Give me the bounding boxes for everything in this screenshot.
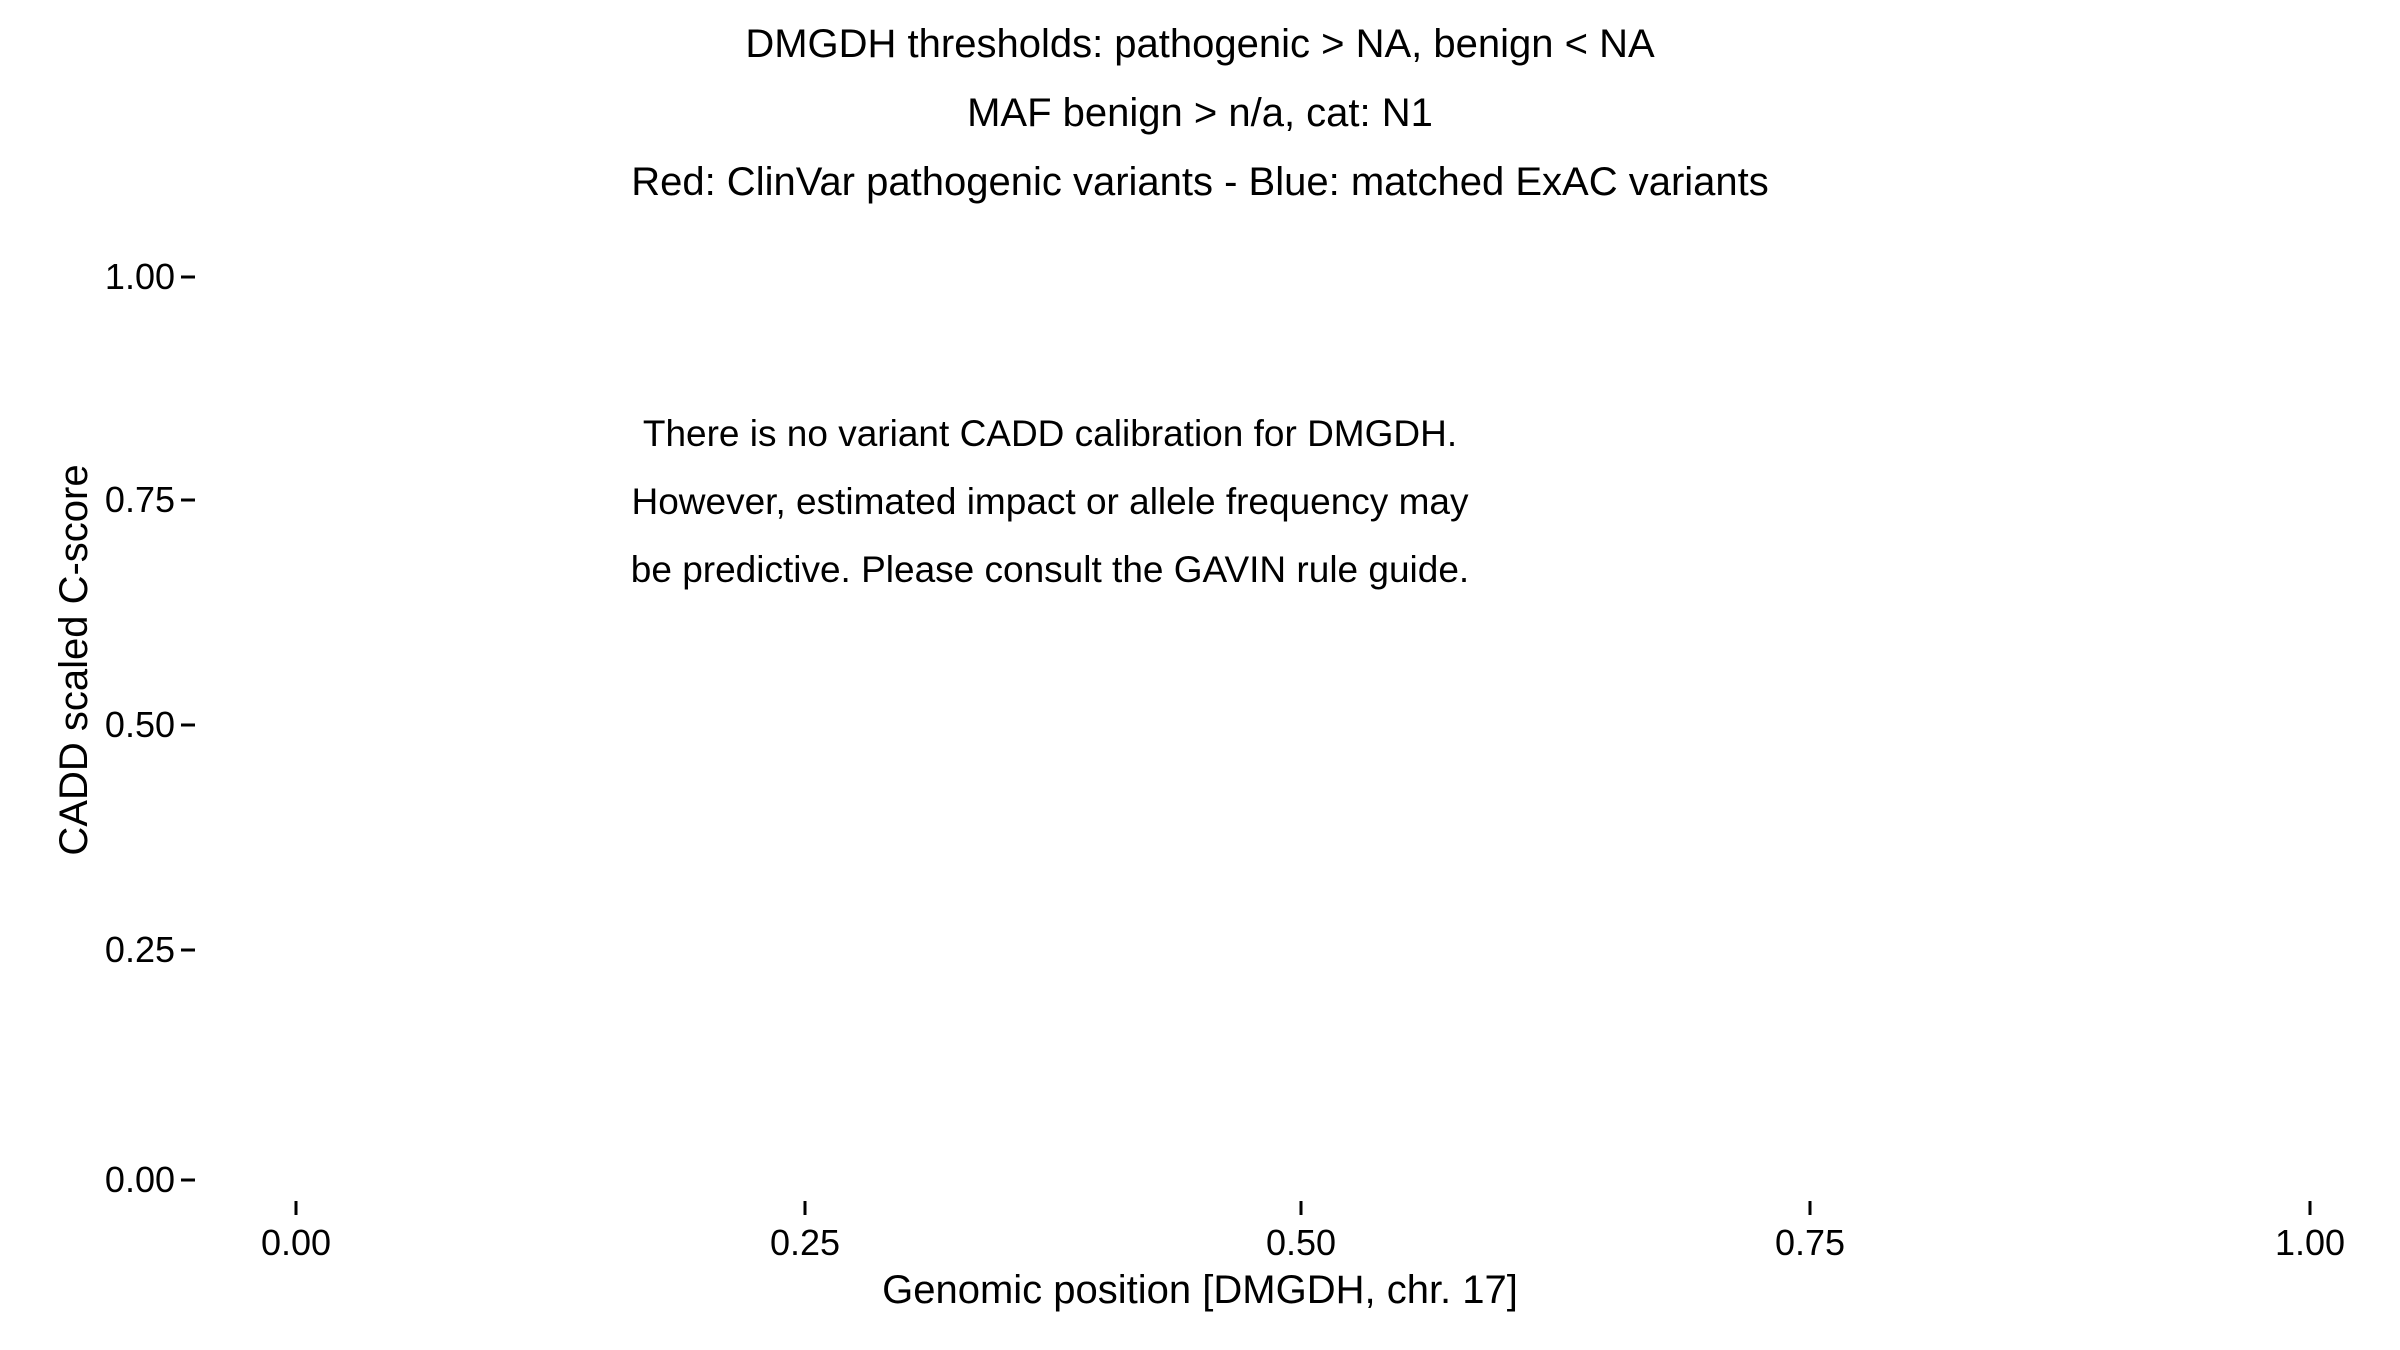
- y-axis-label: CADD scaled C-score: [52, 464, 96, 856]
- y-tick-label-0.75: 0.75: [104, 479, 175, 520]
- plot-annotation-line-2: However, estimated impact or allele frequency may: [631, 481, 1469, 522]
- plot-annotation: [300, 400, 1800, 604]
- y-tick-label-0.00: 0.00: [104, 1159, 175, 1200]
- x-tick-label-0.00: 0.00: [260, 1222, 332, 1263]
- x-tick-mark-0.50: [1300, 1201, 1303, 1215]
- y-tick-mark-0.00: [181, 1179, 195, 1182]
- x-tick-mark-0.75: [1809, 1201, 1812, 1215]
- x-tick-mark-0.25: [804, 1201, 807, 1215]
- y-tick-label-0.50: 0.50: [104, 704, 175, 745]
- x-tick-label-0.25: 0.25: [769, 1222, 841, 1263]
- y-tick-mark-0.25: [181, 949, 195, 952]
- x-tick-label-1.00: 1.00: [2274, 1222, 2346, 1263]
- chart-title: [0, 10, 2400, 217]
- plot-annotation-line-3: be predictive. Please consult the GAVIN rule guide.: [630, 549, 1470, 590]
- y-tick-mark-0.75: [181, 499, 195, 502]
- x-axis-label: Genomic position [DMGDH, chr. 17]: [882, 1268, 1518, 1312]
- chart-title-line-2: MAF benign > n/a, cat: N1: [967, 91, 1433, 135]
- chart-title-line-1: DMGDH thresholds: pathogenic > NA, benign < NA: [745, 22, 1655, 66]
- y-tick-label-0.25: 0.25: [104, 929, 175, 970]
- y-tick-mark-0.50: [181, 724, 195, 727]
- chart-title-line-3: Red: ClinVar pathogenic variants - Blue: matched ExAC variants: [631, 160, 1769, 204]
- x-tick-label-0.75: 0.75: [1774, 1222, 1846, 1263]
- y-tick-label-1.00: 1.00: [104, 256, 175, 297]
- x-tick-mark-0.00: [295, 1201, 298, 1215]
- x-tick-label-0.50: 0.50: [1265, 1222, 1337, 1263]
- y-tick-mark-1.00: [181, 276, 195, 279]
- x-tick-mark-1.00: [2309, 1201, 2312, 1215]
- plot-annotation-line-1: There is no variant CADD calibration for DMGDH.: [642, 413, 1458, 454]
